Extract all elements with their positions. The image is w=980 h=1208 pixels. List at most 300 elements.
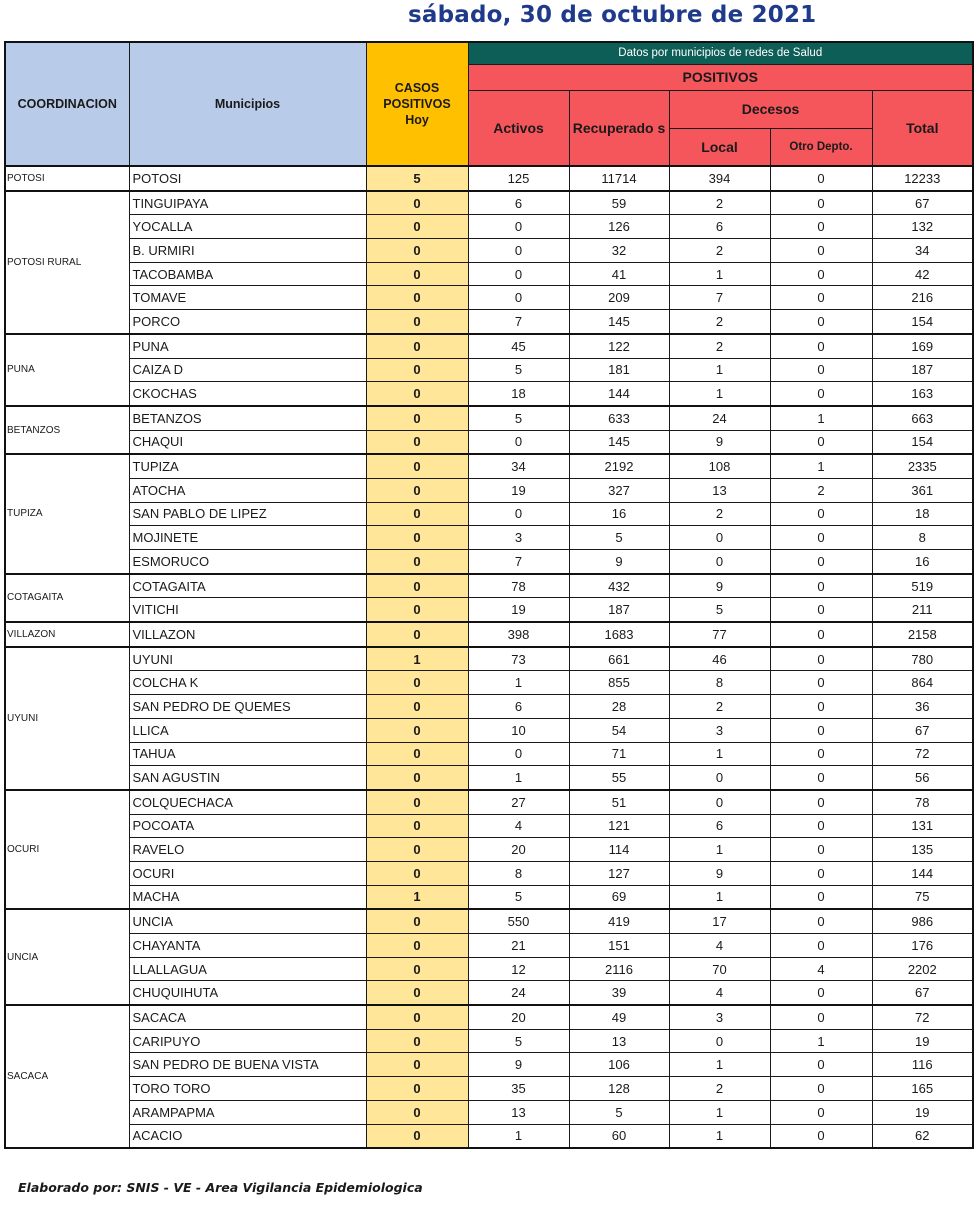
cell-municipio: SAN PEDRO DE QUEMES xyxy=(129,695,366,719)
cell-total: 18 xyxy=(872,502,973,526)
header-municipios: Municipios xyxy=(129,42,366,166)
cell-municipio: COTAGAITA xyxy=(129,574,366,598)
cell-decesos-local: 46 xyxy=(669,647,770,671)
header-otro-depto: Otro Depto. xyxy=(770,128,872,166)
cell-casos-hoy: 0 xyxy=(366,454,468,478)
cell-decesos-local: 0 xyxy=(669,790,770,814)
table-row xyxy=(5,671,973,695)
cell-recuperados: 151 xyxy=(569,934,669,958)
table-row xyxy=(5,478,973,502)
cell-total: 169 xyxy=(872,334,973,358)
cell-decesos-local: 3 xyxy=(669,1005,770,1029)
cell-recuperados: 145 xyxy=(569,430,669,454)
cell-recuperados: 122 xyxy=(569,334,669,358)
cell-decesos-otro-depto: 0 xyxy=(770,790,872,814)
cell-recuperados: 181 xyxy=(569,358,669,382)
cell-total: 154 xyxy=(872,430,973,454)
cell-decesos-local: 0 xyxy=(669,766,770,790)
cell-decesos-local: 4 xyxy=(669,934,770,958)
cell-decesos-otro-depto: 0 xyxy=(770,334,872,358)
cell-decesos-local: 1 xyxy=(669,742,770,766)
table-row xyxy=(5,790,973,814)
cell-activos: 5 xyxy=(468,406,569,430)
cell-municipio: ATOCHA xyxy=(129,478,366,502)
cell-casos-hoy: 0 xyxy=(366,1100,468,1124)
cell-decesos-local: 9 xyxy=(669,574,770,598)
cell-total: 154 xyxy=(872,310,973,334)
cell-municipio: COLQUECHACA xyxy=(129,790,366,814)
cell-casos-hoy: 0 xyxy=(366,981,468,1005)
cell-total: 8 xyxy=(872,526,973,550)
header-recuperados-label: Recuperado s xyxy=(572,119,666,136)
cell-total: 2202 xyxy=(872,957,973,981)
cell-total: 663 xyxy=(872,406,973,430)
cell-decesos-local: 5 xyxy=(669,598,770,622)
cell-casos-hoy: 0 xyxy=(366,382,468,406)
table-row xyxy=(5,647,973,671)
cell-casos-hoy: 0 xyxy=(366,790,468,814)
cell-casos-hoy: 0 xyxy=(366,191,468,215)
cell-decesos-otro-depto: 0 xyxy=(770,647,872,671)
cell-activos: 3 xyxy=(468,526,569,550)
cell-activos: 1 xyxy=(468,671,569,695)
cell-recuperados: 145 xyxy=(569,310,669,334)
cell-recuperados: 661 xyxy=(569,647,669,671)
table-row xyxy=(5,742,973,766)
cell-decesos-local: 3 xyxy=(669,718,770,742)
cell-activos: 1 xyxy=(468,766,569,790)
cell-total: 19 xyxy=(872,1029,973,1053)
cell-municipio: MACHA xyxy=(129,885,366,909)
cell-decesos-otro-depto: 4 xyxy=(770,957,872,981)
cell-municipio: POCOATA xyxy=(129,814,366,838)
cell-recuperados: 209 xyxy=(569,286,669,310)
cell-activos: 20 xyxy=(468,838,569,862)
table-row xyxy=(5,310,973,334)
cell-total: 72 xyxy=(872,1005,973,1029)
cell-decesos-local: 1 xyxy=(669,838,770,862)
table-row xyxy=(5,382,973,406)
cell-casos-hoy: 0 xyxy=(366,262,468,286)
cell-total: 187 xyxy=(872,358,973,382)
cell-total: 361 xyxy=(872,478,973,502)
cell-municipio: SAN PEDRO DE BUENA VISTA xyxy=(129,1053,366,1077)
cell-municipio: TAHUA xyxy=(129,742,366,766)
cell-coordinacion: TUPIZA xyxy=(5,454,129,573)
cell-decesos-otro-depto: 0 xyxy=(770,1077,872,1101)
cell-decesos-local: 17 xyxy=(669,909,770,933)
cell-activos: 550 xyxy=(468,909,569,933)
cell-total: 135 xyxy=(872,838,973,862)
cell-total: 78 xyxy=(872,790,973,814)
cell-municipio: PUNA xyxy=(129,334,366,358)
table-row xyxy=(5,885,973,909)
cell-decesos-local: 6 xyxy=(669,215,770,239)
cell-casos-hoy: 0 xyxy=(366,1124,468,1148)
cell-total: 131 xyxy=(872,814,973,838)
cell-decesos-local: 2 xyxy=(669,695,770,719)
cell-decesos-local: 2 xyxy=(669,239,770,263)
table-row xyxy=(5,550,973,574)
cell-activos: 6 xyxy=(468,695,569,719)
header-datos-por-municipios: Datos por municipios de redes de Salud xyxy=(468,42,973,64)
cell-decesos-otro-depto: 1 xyxy=(770,1029,872,1053)
cell-decesos-otro-depto: 0 xyxy=(770,718,872,742)
cell-total: 72 xyxy=(872,742,973,766)
cell-recuperados: 59 xyxy=(569,191,669,215)
cell-activos: 0 xyxy=(468,502,569,526)
footer-credit: Elaborado por: SNIS - VE - Area Vigilancia Epidemiologica xyxy=(18,1180,423,1195)
cell-recuperados: 9 xyxy=(569,550,669,574)
cell-recuperados: 71 xyxy=(569,742,669,766)
cell-decesos-local: 1 xyxy=(669,1100,770,1124)
cell-casos-hoy: 0 xyxy=(366,478,468,502)
table-row xyxy=(5,502,973,526)
cell-total: 12233 xyxy=(872,166,973,191)
cell-recuperados: 187 xyxy=(569,598,669,622)
cell-coordinacion: POTOSI xyxy=(5,166,129,191)
cell-activos: 0 xyxy=(468,286,569,310)
cell-coordinacion: SACACA xyxy=(5,1005,129,1148)
header-casos-positivos-hoy xyxy=(366,42,468,166)
cell-recuperados: 633 xyxy=(569,406,669,430)
cell-activos: 9 xyxy=(468,1053,569,1077)
cell-recuperados: 5 xyxy=(569,1100,669,1124)
cell-decesos-local: 2 xyxy=(669,334,770,358)
cell-decesos-local: 9 xyxy=(669,861,770,885)
cell-decesos-local: 77 xyxy=(669,622,770,647)
cell-coordinacion: OCURI xyxy=(5,790,129,909)
cell-casos-hoy: 0 xyxy=(366,622,468,647)
cell-activos: 8 xyxy=(468,861,569,885)
cell-decesos-otro-depto: 0 xyxy=(770,622,872,647)
table-row xyxy=(5,1005,973,1029)
cell-municipio: TINGUIPAYA xyxy=(129,191,366,215)
cell-recuperados: 327 xyxy=(569,478,669,502)
table-row xyxy=(5,430,973,454)
cell-municipio: UYUNI xyxy=(129,647,366,671)
cell-decesos-otro-depto: 0 xyxy=(770,191,872,215)
cell-activos: 1 xyxy=(468,1124,569,1148)
header-local: Local xyxy=(669,128,770,166)
cell-municipio: LLALLAGUA xyxy=(129,957,366,981)
cell-municipio: TOMAVE xyxy=(129,286,366,310)
cell-recuperados: 121 xyxy=(569,814,669,838)
cell-coordinacion: POTOSI RURAL xyxy=(5,191,129,334)
cell-decesos-local: 24 xyxy=(669,406,770,430)
cell-recuperados: 127 xyxy=(569,861,669,885)
table-row xyxy=(5,909,973,933)
cell-total: 986 xyxy=(872,909,973,933)
table-row xyxy=(5,239,973,263)
table-row xyxy=(5,1053,973,1077)
cell-casos-hoy: 0 xyxy=(366,310,468,334)
cell-casos-hoy: 0 xyxy=(366,766,468,790)
cell-decesos-local: 1 xyxy=(669,885,770,909)
table-row xyxy=(5,1124,973,1148)
cell-coordinacion: UYUNI xyxy=(5,647,129,790)
cell-decesos-otro-depto: 0 xyxy=(770,766,872,790)
cell-decesos-otro-depto: 0 xyxy=(770,598,872,622)
table-row xyxy=(5,718,973,742)
cell-activos: 12 xyxy=(468,957,569,981)
cell-decesos-otro-depto: 1 xyxy=(770,406,872,430)
cell-activos: 35 xyxy=(468,1077,569,1101)
table-header xyxy=(5,42,973,166)
cell-casos-hoy: 0 xyxy=(366,430,468,454)
cell-municipio: OCURI xyxy=(129,861,366,885)
cell-casos-hoy: 0 xyxy=(366,334,468,358)
table-row xyxy=(5,695,973,719)
cell-recuperados: 2192 xyxy=(569,454,669,478)
cell-decesos-local: 0 xyxy=(669,550,770,574)
cell-casos-hoy: 0 xyxy=(366,934,468,958)
cell-activos: 4 xyxy=(468,814,569,838)
table-row xyxy=(5,861,973,885)
cell-recuperados: 32 xyxy=(569,239,669,263)
page-title: sábado, 30 de octubre de 2021 xyxy=(408,2,817,28)
cell-municipio: CHAQUI xyxy=(129,430,366,454)
cell-total: 2158 xyxy=(872,622,973,647)
cell-recuperados: 51 xyxy=(569,790,669,814)
cell-decesos-local: 70 xyxy=(669,957,770,981)
cell-casos-hoy: 0 xyxy=(366,814,468,838)
cell-recuperados: 28 xyxy=(569,695,669,719)
cell-total: 216 xyxy=(872,286,973,310)
cell-decesos-otro-depto: 0 xyxy=(770,885,872,909)
cell-activos: 45 xyxy=(468,334,569,358)
cell-decesos-otro-depto: 0 xyxy=(770,861,872,885)
cell-municipio: YOCALLA xyxy=(129,215,366,239)
cell-municipio: BETANZOS xyxy=(129,406,366,430)
cell-coordinacion: PUNA xyxy=(5,334,129,406)
cell-municipio: SACACA xyxy=(129,1005,366,1029)
cell-total: 75 xyxy=(872,885,973,909)
cell-casos-hoy: 0 xyxy=(366,718,468,742)
cell-recuperados: 855 xyxy=(569,671,669,695)
cell-activos: 6 xyxy=(468,191,569,215)
cell-total: 67 xyxy=(872,981,973,1005)
cell-decesos-local: 7 xyxy=(669,286,770,310)
header-activos: Activos xyxy=(468,90,569,166)
cell-activos: 34 xyxy=(468,454,569,478)
cell-coordinacion: BETANZOS xyxy=(5,406,129,454)
cell-decesos-local: 1 xyxy=(669,1124,770,1148)
cell-activos: 78 xyxy=(468,574,569,598)
cell-decesos-otro-depto: 0 xyxy=(770,358,872,382)
cell-decesos-otro-depto: 0 xyxy=(770,502,872,526)
cell-casos-hoy: 0 xyxy=(366,598,468,622)
table-row xyxy=(5,191,973,215)
cell-casos-hoy: 1 xyxy=(366,647,468,671)
cell-municipio: PORCO xyxy=(129,310,366,334)
table-row xyxy=(5,838,973,862)
cell-casos-hoy: 5 xyxy=(366,166,468,191)
cell-decesos-otro-depto: 0 xyxy=(770,909,872,933)
cell-recuperados: 16 xyxy=(569,502,669,526)
cell-municipio: CKOCHAS xyxy=(129,382,366,406)
cell-activos: 0 xyxy=(468,742,569,766)
cell-decesos-otro-depto: 0 xyxy=(770,286,872,310)
cell-total: 42 xyxy=(872,262,973,286)
cell-activos: 125 xyxy=(468,166,569,191)
cell-municipio: B. URMIRI xyxy=(129,239,366,263)
cell-total: 780 xyxy=(872,647,973,671)
cell-municipio: MOJINETE xyxy=(129,526,366,550)
cell-decesos-otro-depto: 0 xyxy=(770,166,872,191)
page-title-bar xyxy=(0,2,980,38)
cell-municipio: ARAMPAPMA xyxy=(129,1100,366,1124)
cell-coordinacion: UNCIA xyxy=(5,909,129,1005)
cell-recuperados: 54 xyxy=(569,718,669,742)
cell-recuperados: 432 xyxy=(569,574,669,598)
cell-recuperados: 106 xyxy=(569,1053,669,1077)
cell-casos-hoy: 0 xyxy=(366,1029,468,1053)
table-row xyxy=(5,934,973,958)
table-row xyxy=(5,622,973,647)
cell-municipio: TUPIZA xyxy=(129,454,366,478)
cell-total: 163 xyxy=(872,382,973,406)
cell-activos: 0 xyxy=(468,239,569,263)
municipal-data-table xyxy=(4,41,974,1149)
cell-total: 864 xyxy=(872,671,973,695)
cell-activos: 7 xyxy=(468,310,569,334)
cell-casos-hoy: 1 xyxy=(366,885,468,909)
cell-total: 519 xyxy=(872,574,973,598)
cell-decesos-otro-depto: 0 xyxy=(770,1053,872,1077)
cell-activos: 19 xyxy=(468,478,569,502)
cell-recuperados: 11714 xyxy=(569,166,669,191)
cell-recuperados: 114 xyxy=(569,838,669,862)
cell-recuperados: 41 xyxy=(569,262,669,286)
cell-activos: 5 xyxy=(468,1029,569,1053)
cell-recuperados: 60 xyxy=(569,1124,669,1148)
cell-decesos-otro-depto: 0 xyxy=(770,550,872,574)
cell-municipio: ESMORUCO xyxy=(129,550,366,574)
cell-decesos-otro-depto: 0 xyxy=(770,310,872,334)
cell-municipio: RAVELO xyxy=(129,838,366,862)
cell-activos: 21 xyxy=(468,934,569,958)
cell-decesos-otro-depto: 1 xyxy=(770,454,872,478)
header-total: Total xyxy=(872,90,973,166)
cell-coordinacion: VILLAZON xyxy=(5,622,129,647)
cell-decesos-otro-depto: 0 xyxy=(770,1100,872,1124)
cell-recuperados: 49 xyxy=(569,1005,669,1029)
cell-decesos-otro-depto: 0 xyxy=(770,526,872,550)
cell-casos-hoy: 0 xyxy=(366,358,468,382)
cell-decesos-local: 394 xyxy=(669,166,770,191)
header-coordinacion: COORDINACION xyxy=(5,42,129,166)
cell-decesos-local: 0 xyxy=(669,526,770,550)
cell-municipio: CARIPUYO xyxy=(129,1029,366,1053)
cell-decesos-local: 2 xyxy=(669,191,770,215)
cell-recuperados: 144 xyxy=(569,382,669,406)
cell-decesos-otro-depto: 0 xyxy=(770,430,872,454)
cell-casos-hoy: 0 xyxy=(366,286,468,310)
cell-total: 144 xyxy=(872,861,973,885)
table-row xyxy=(5,262,973,286)
cell-municipio: CAIZA D xyxy=(129,358,366,382)
cell-casos-hoy: 0 xyxy=(366,215,468,239)
cell-casos-hoy: 0 xyxy=(366,1053,468,1077)
cell-decesos-otro-depto: 0 xyxy=(770,695,872,719)
cell-activos: 19 xyxy=(468,598,569,622)
cell-casos-hoy: 0 xyxy=(366,957,468,981)
cell-casos-hoy: 0 xyxy=(366,671,468,695)
table-row xyxy=(5,574,973,598)
cell-decesos-otro-depto: 0 xyxy=(770,814,872,838)
cell-casos-hoy: 0 xyxy=(366,742,468,766)
cell-recuperados: 39 xyxy=(569,981,669,1005)
cell-activos: 7 xyxy=(468,550,569,574)
cell-casos-hoy: 0 xyxy=(366,861,468,885)
cell-casos-hoy: 0 xyxy=(366,406,468,430)
cell-decesos-local: 1 xyxy=(669,262,770,286)
cell-recuperados: 126 xyxy=(569,215,669,239)
cell-decesos-otro-depto: 0 xyxy=(770,671,872,695)
header-casos-label: CASOS POSITIVOS Hoy xyxy=(383,81,451,127)
table-row xyxy=(5,406,973,430)
cell-decesos-local: 0 xyxy=(669,1029,770,1053)
cell-decesos-local: 2 xyxy=(669,502,770,526)
cell-decesos-local: 4 xyxy=(669,981,770,1005)
cell-municipio: POTOSI xyxy=(129,166,366,191)
cell-decesos-local: 6 xyxy=(669,814,770,838)
table-row xyxy=(5,957,973,981)
cell-recuperados: 13 xyxy=(569,1029,669,1053)
cell-municipio: TORO TORO xyxy=(129,1077,366,1101)
cell-municipio: CHUQUIHUTA xyxy=(129,981,366,1005)
cell-recuperados: 2116 xyxy=(569,957,669,981)
table-row xyxy=(5,454,973,478)
cell-municipio: CHAYANTA xyxy=(129,934,366,958)
table-row xyxy=(5,1077,973,1101)
cell-decesos-otro-depto: 0 xyxy=(770,1124,872,1148)
cell-decesos-otro-depto: 0 xyxy=(770,262,872,286)
cell-municipio: VITICHI xyxy=(129,598,366,622)
cell-decesos-otro-depto: 0 xyxy=(770,742,872,766)
cell-activos: 10 xyxy=(468,718,569,742)
cell-activos: 0 xyxy=(468,262,569,286)
cell-municipio: VILLAZON xyxy=(129,622,366,647)
table-row xyxy=(5,215,973,239)
table-row xyxy=(5,1100,973,1124)
cell-recuperados: 55 xyxy=(569,766,669,790)
cell-activos: 27 xyxy=(468,790,569,814)
cell-casos-hoy: 0 xyxy=(366,1005,468,1029)
cell-municipio: UNCIA xyxy=(129,909,366,933)
cell-casos-hoy: 0 xyxy=(366,502,468,526)
cell-decesos-local: 2 xyxy=(669,310,770,334)
cell-municipio: ACACIO xyxy=(129,1124,366,1148)
cell-activos: 0 xyxy=(468,430,569,454)
cell-decesos-otro-depto: 2 xyxy=(770,478,872,502)
cell-activos: 0 xyxy=(468,215,569,239)
cell-activos: 73 xyxy=(468,647,569,671)
cell-total: 19 xyxy=(872,1100,973,1124)
cell-recuperados: 1683 xyxy=(569,622,669,647)
cell-total: 36 xyxy=(872,695,973,719)
cell-decesos-local: 1 xyxy=(669,1053,770,1077)
cell-municipio: TACOBAMBA xyxy=(129,262,366,286)
cell-activos: 24 xyxy=(468,981,569,1005)
cell-total: 165 xyxy=(872,1077,973,1101)
cell-casos-hoy: 0 xyxy=(366,909,468,933)
cell-total: 67 xyxy=(872,191,973,215)
cell-total: 211 xyxy=(872,598,973,622)
cell-decesos-local: 13 xyxy=(669,478,770,502)
table-row xyxy=(5,1029,973,1053)
